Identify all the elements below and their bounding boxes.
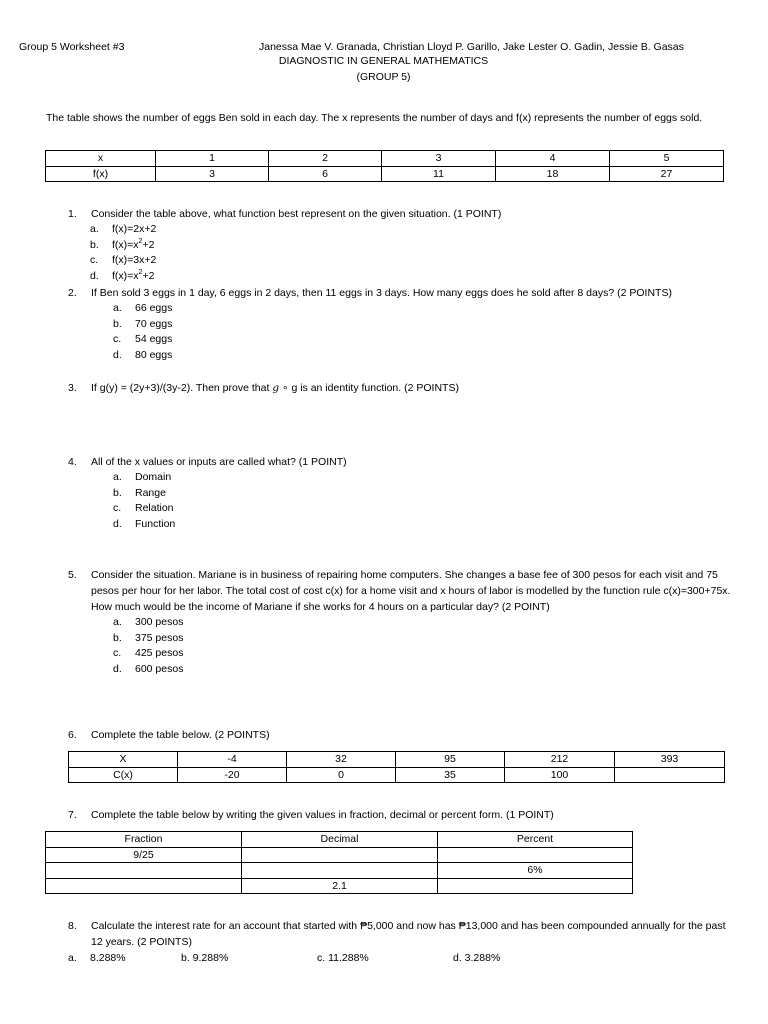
question-number: 6. (68, 729, 77, 741)
question-number: 3. (68, 382, 77, 394)
options-list (113, 615, 748, 678)
question-number: 4. (68, 456, 77, 468)
choice-c: c. 11.288% (317, 952, 369, 964)
question-number: 2. (68, 287, 77, 299)
option-d: d. Function (113, 518, 176, 531)
table-cell: 11 (382, 166, 496, 182)
option-a: a. 300 pesos (113, 616, 184, 628)
group-label: (GROUP 5) (356, 71, 411, 83)
option-b: b. Range (113, 486, 166, 499)
table-cell: 32 (287, 752, 396, 768)
option-d: d. $f(x)=x^2+2$ (90, 269, 155, 283)
column-header: Decimal (242, 832, 438, 848)
options-list (90, 222, 748, 285)
table-cell: f(x) (46, 166, 156, 182)
table-cell (438, 847, 633, 863)
eggs-table (45, 150, 724, 182)
question-text: Complete the table below by writing the given values in fraction, decimal or percent form. (1 POINT) (91, 809, 554, 821)
conversion-table (45, 831, 633, 894)
question-text: If g(y) = (2y+3)/(3y-2). Then prove that g ∘ g is an identity function. (2 POINTS) (91, 382, 459, 394)
option-b: b. $f(x)=x^2+2$ (90, 237, 155, 251)
table-cell: 2 (269, 151, 382, 167)
question-number: 8. (68, 920, 77, 932)
table-cell: -4 (178, 752, 287, 768)
table-cell: C(x) (69, 767, 178, 783)
option-d: d. 600 pesos (113, 663, 184, 676)
worksheet-label: Group 5 Worksheet #3 (19, 41, 125, 53)
table-cell: 6 (269, 166, 382, 182)
column-header: Percent (438, 832, 633, 848)
table-row (69, 767, 725, 783)
table-cell: 212 (505, 752, 615, 768)
option-b: b. 375 pesos (113, 631, 184, 644)
choice-a: 8.288% (90, 952, 126, 964)
question-1 (68, 206, 748, 285)
question-5 (68, 567, 748, 678)
option-c: c. Relation (113, 502, 174, 515)
table-row (46, 166, 724, 182)
option-d: d. 80 eggs (113, 349, 173, 362)
question-text: If Ben sold 3 eggs in 1 day, 6 eggs in 2 days, then 11 eggs in 3 days. How many eggs does he sold after 8 days? (2 POINTS) (91, 287, 672, 299)
question-text: All of the x values or inputs are called what? (1 POINT) (91, 456, 347, 468)
table-cell: 6% (438, 863, 633, 879)
option-a: a. Domain (113, 471, 172, 483)
table-cell: 27 (610, 166, 724, 182)
table-row (46, 151, 724, 167)
options-list (113, 470, 748, 533)
table-cell: 3 (156, 166, 269, 182)
intro-paragraph: The table shows the number of eggs Ben sold in each day. The x represents the number of days and f(x) represents the number of eggs sold. (46, 112, 703, 124)
table-row (46, 863, 633, 879)
question-text: Consider the situation. Mariane is in business of repairing home computers. She changes a base fee of 300 pesos for each visit and 75 pesos per hour for her labor. The total cost of cost c(x) for a home visit and x hours of labor is modelled by the function rule c(x)=300+75x. How much would be the income of Mariane if she works for 4 hours on a particular day? (2 POINT) (91, 569, 731, 613)
authors: Janessa Mae V. Granada, Christian Lloyd P. Garillo, Jake Lester O. Gadin, Jessie B. Gasas (259, 41, 684, 53)
table-cell: X (69, 752, 178, 768)
option-c: c. f(x)=3x+2 (90, 254, 157, 267)
table-cell: 4 (496, 151, 610, 167)
table-cell (242, 847, 438, 863)
option-a: a. 66 eggs (113, 302, 173, 314)
table-cell: 5 (610, 151, 724, 167)
option-c: c. 54 eggs (113, 333, 173, 346)
table-cell (46, 878, 242, 894)
choice-b: b. 9.288% (181, 952, 229, 964)
table-cell (615, 767, 725, 783)
table-cell: 0 (287, 767, 396, 783)
choice-letter-a: a. (68, 952, 77, 964)
question-7 (68, 807, 748, 823)
option-a: a. f(x)=2x+2 (90, 223, 157, 235)
question-2 (68, 285, 748, 364)
table-cell: -20 (178, 767, 287, 783)
table-row (46, 878, 633, 894)
cost-table (68, 751, 725, 783)
question-number: 7. (68, 809, 77, 821)
table-row (69, 752, 725, 768)
table-cell: 1 (156, 151, 269, 167)
question-8 (68, 918, 748, 950)
table-row (46, 847, 633, 863)
question-number: 1. (68, 208, 77, 220)
option-c: c. 425 pesos (113, 647, 184, 660)
table-cell: 95 (396, 752, 505, 768)
table-header-row (46, 832, 633, 848)
table-cell: 18 (496, 166, 610, 182)
options-list (113, 301, 748, 364)
table-cell (242, 863, 438, 879)
choice-d: d. 3.288% (453, 952, 501, 964)
question-6 (68, 727, 748, 743)
table-cell: 2.1 (242, 878, 438, 894)
question-number: 5. (68, 569, 77, 581)
document-title: DIAGNOSTIC IN GENERAL MATHEMATICS (278, 55, 489, 67)
table-cell (46, 863, 242, 879)
question-text: Calculate the interest rate for an account that started with ₱5,000 and now has ₱13,000 and has been compounded annually for the past 12 years. (2 POINTS) (91, 920, 726, 948)
column-header: Fraction (46, 832, 242, 848)
table-cell: 393 (615, 752, 725, 768)
question-text: Complete the table below. (2 POINTS) (91, 729, 270, 741)
table-cell (438, 878, 633, 894)
table-cell: 9/25 (46, 847, 242, 863)
table-cell: 35 (396, 767, 505, 783)
table-cell: x (46, 151, 156, 167)
option-b: b. 70 eggs (113, 317, 173, 330)
question-3 (68, 380, 748, 396)
question-text: Consider the table above, what function best represent on the given situation. (1 POINT) (91, 208, 502, 220)
table-cell: 100 (505, 767, 615, 783)
table-cell: 3 (382, 151, 496, 167)
question-4 (68, 454, 748, 533)
